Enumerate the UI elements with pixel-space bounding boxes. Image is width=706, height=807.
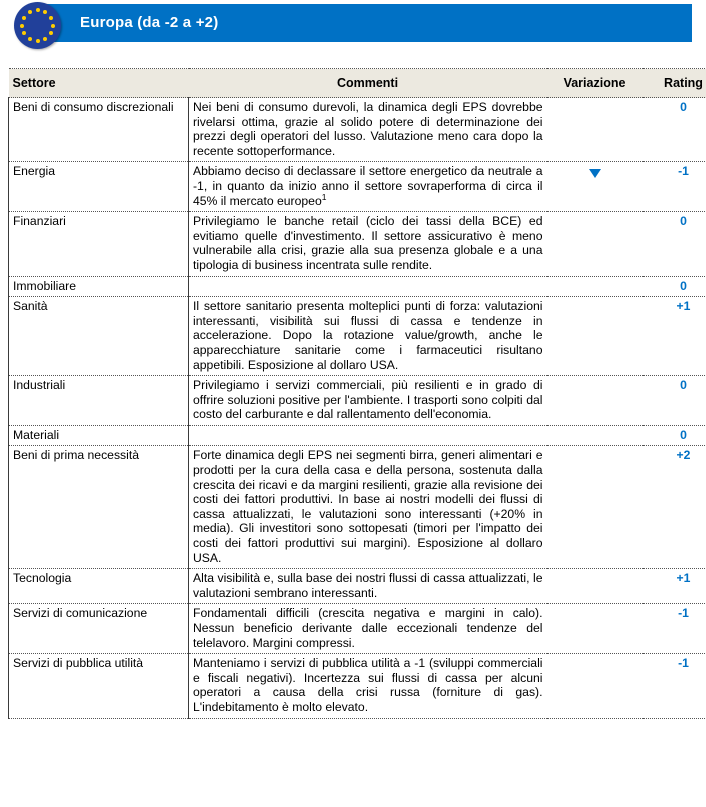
cell-rating: 0	[643, 276, 706, 297]
eu-flag-star	[20, 24, 24, 28]
cell-rating: +1	[643, 569, 706, 604]
cell-sector: Servizi di pubblica utilità	[9, 654, 189, 718]
column-header-variazione: Variazione	[547, 69, 643, 98]
cell-variation	[547, 446, 643, 569]
cell-comment: Fondamentali difficili (crescita negativa e margini in calo). Nessun beneficio derivante dalle eccezionali tendenze del telelavoro. Margini compressi.	[189, 604, 547, 654]
cell-sector: Tecnologia	[9, 569, 189, 604]
cell-rating: -1	[643, 654, 706, 718]
cell-rating: 0	[643, 425, 706, 446]
cell-sector: Servizi di comunicazione	[9, 604, 189, 654]
sector-rating-table	[8, 68, 706, 719]
table-row	[9, 212, 706, 276]
table-body	[9, 98, 706, 719]
eu-flag-star	[43, 10, 47, 14]
eu-flag-star	[49, 16, 53, 20]
eu-flag-star	[36, 8, 40, 12]
cell-variation	[547, 376, 643, 426]
footnote-marker: 1	[321, 191, 327, 202]
cell-comment: Nei beni di consumo durevoli, la dinamica degli EPS dovrebbe rivelarsi ottima, grazie al solido potere di determinazione dei prezzi degli operatori del lusso. Valutazione meno cara dopo la recente sottoperformance.	[189, 98, 547, 162]
cell-variation	[547, 98, 643, 162]
empty-comment	[193, 428, 196, 442]
cell-comment	[189, 276, 547, 297]
empty-comment	[193, 279, 196, 293]
eu-flag-star	[22, 16, 26, 20]
cell-rating: +1	[643, 297, 706, 376]
table-row	[9, 604, 706, 654]
table-row	[9, 446, 706, 569]
table-row	[9, 569, 706, 604]
sector-table-container	[8, 68, 703, 719]
cell-comment: Forte dinamica degli EPS nei segmenti birra, generi alimentari e prodotti per la cura della casa e della persona, sostenuta dalla crescita dei ricavi e da margini resilienti, grazie alla revisione dei costi dei fattori produttivi. In base ai nostri modelli dei flussi di cassa attualizzati, le valutazioni sono interessanti (+20% in media). Gli investitori sono sottopesati (timori per l'impatto dei costi dei fattori produttivi sui margini). Esposizione al dollaro USA.	[189, 446, 547, 569]
table-header	[9, 69, 706, 98]
cell-comment: Alta visibilità e, sulla base dei nostri flussi di cassa attualizzati, le valutazioni sembrano interessanti.	[189, 569, 547, 604]
column-header-rating: Rating	[643, 69, 706, 98]
cell-sector: Finanziari	[9, 212, 189, 276]
table-row	[9, 297, 706, 376]
cell-rating: 0	[643, 212, 706, 276]
table-header-row	[9, 69, 706, 98]
cell-rating: -1	[643, 604, 706, 654]
eu-flag-star	[28, 37, 32, 41]
table-row	[9, 376, 706, 426]
cell-variation	[547, 162, 643, 212]
cell-variation	[547, 425, 643, 446]
table-row	[9, 425, 706, 446]
cell-comment: Manteniamo i servizi di pubblica utilità a -1 (sviluppi commerciali e fiscali negativi). Incertezza sui flussi di cassa per alcuni operatori a causa della crisi russa (forniture di gas). L'indebitamento è molto elevato.	[189, 654, 547, 718]
eu-flag-star	[28, 10, 32, 14]
column-header-commenti: Commenti	[189, 69, 547, 98]
eu-flag-star	[51, 24, 55, 28]
cell-variation	[547, 297, 643, 376]
cell-sector: Materiali	[9, 425, 189, 446]
cell-variation	[547, 654, 643, 718]
column-header-settore: Settore	[9, 69, 189, 98]
cell-variation	[547, 276, 643, 297]
cell-sector: Energia	[9, 162, 189, 212]
table-row	[9, 654, 706, 718]
cell-comment: Il settore sanitario presenta molteplici punti di forza: valutazioni interessanti, visibilità sui flussi di cassa e tendenze in accelerazione. Dopo la rotazione value/growth, anche le apparecchiature sanitarie come i farmaceutici risultano appetibili. Esposizione al dollaro USA.	[189, 297, 547, 376]
section-title: Europa (da -2 a +2)	[80, 14, 219, 31]
eu-flag-star	[43, 37, 47, 41]
cell-rating: -1	[643, 162, 706, 212]
table-row	[9, 276, 706, 297]
arrow-down-icon	[589, 169, 601, 178]
cell-comment: Privilegiamo le banche retail (ciclo dei tassi della BCE) ed evitiamo quelle d'investimento. Il settore assicurativo è meno vulnerabile alla crisi, grazie alla sua presenza globale e a una tipologia di business incentrata sulle rendite.	[189, 212, 547, 276]
cell-rating: +2	[643, 446, 706, 569]
cell-sector: Industriali	[9, 376, 189, 426]
eu-flag-icon	[14, 2, 61, 49]
cell-variation	[547, 604, 643, 654]
eu-flag-star	[22, 31, 26, 35]
table-row	[9, 162, 706, 212]
cell-sector: Beni di consumo discrezionali	[9, 98, 189, 162]
cell-comment	[189, 425, 547, 446]
cell-rating: 0	[643, 98, 706, 162]
cell-sector: Beni di prima necessità	[9, 446, 189, 569]
eu-flag-star	[49, 31, 53, 35]
cell-variation	[547, 212, 643, 276]
cell-rating: 0	[643, 376, 706, 426]
cell-sector: Immobiliare	[9, 276, 189, 297]
cell-sector: Sanità	[9, 297, 189, 376]
table-row	[9, 98, 706, 162]
cell-variation	[547, 569, 643, 604]
eu-flag-star	[36, 39, 40, 43]
cell-comment: Abbiamo deciso di declassare il settore energetico da neutrale a -1, in quanto da inizio anno il settore sovraperforma di circa il 45% il mercato europeo$^1$	[189, 162, 547, 212]
cell-comment: Privilegiamo i servizi commerciali, più resilienti e in grado di offrire soluzioni positive per l'ambiente. I trasporti sono colpiti dal costo del carburante e dal rallentamento dell'economia.	[189, 376, 547, 426]
